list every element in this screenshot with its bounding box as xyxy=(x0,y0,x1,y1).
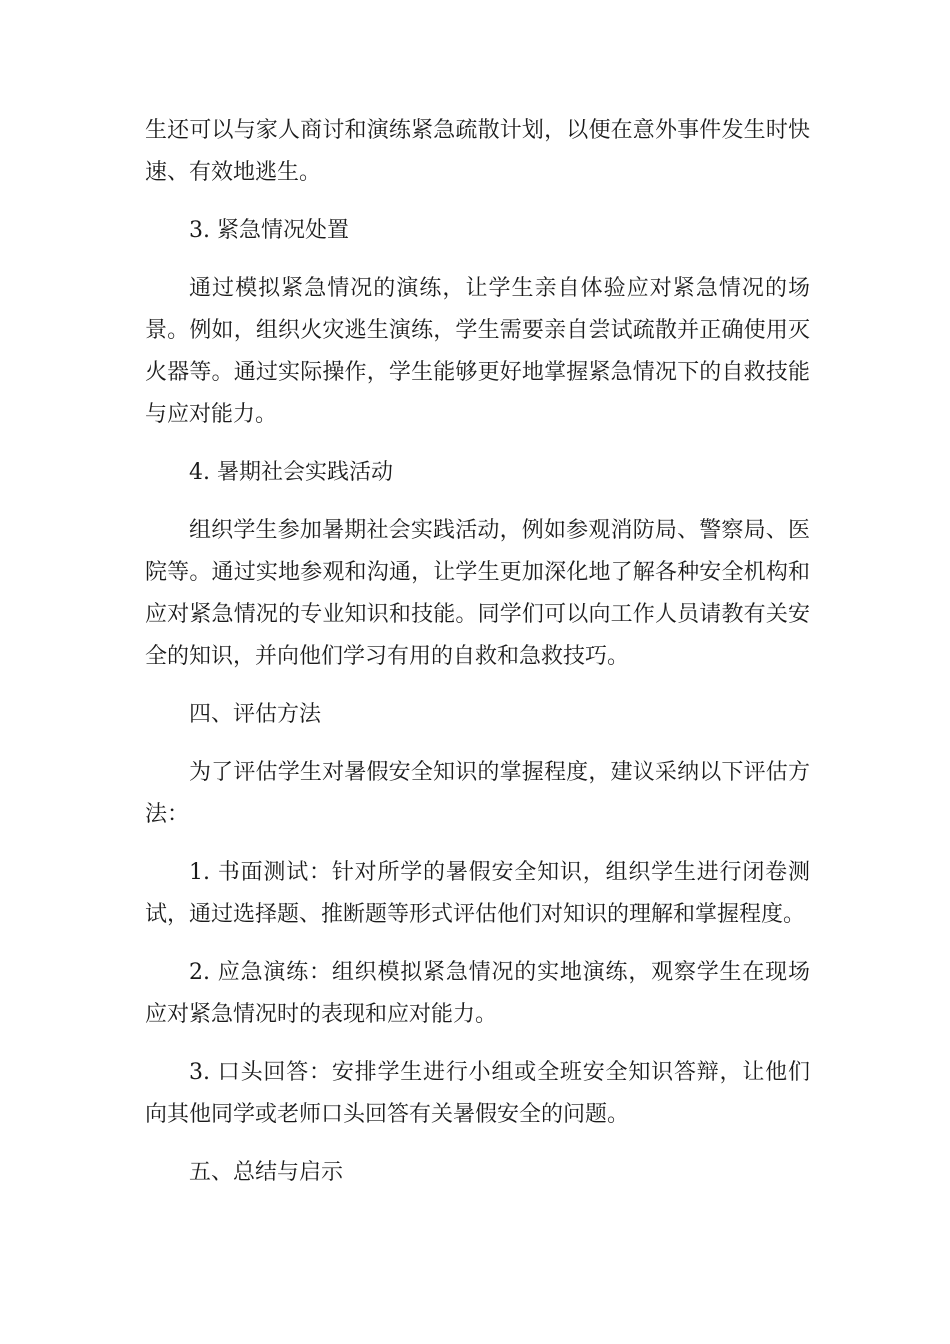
paragraph-emergency-exercise: 2. 应急演练：组织模拟紧急情况的实地演练，观察学生在现场应对紧急情况时的表现和应对能力。 xyxy=(145,960,810,1027)
paragraph-assessment-intro: 为了评估学生对暑假安全知识的掌握程度，建议采纳以下评估方法： xyxy=(145,760,810,827)
paragraph-oral-answer: 3. 口头回答：安排学生进行小组或全班安全知识答辩，让他们向其他同学或老师口头回答有关暑假安全的问题。 xyxy=(145,1060,810,1127)
heading-assessment-methods: 四、评估方法 xyxy=(189,702,322,727)
heading-summary: 五、总结与启示 xyxy=(189,1160,344,1185)
document-body xyxy=(145,110,810,1210)
heading-summer-practice: 4. 暑期社会实践活动 xyxy=(189,460,393,485)
paragraph-written-test: 1. 书面测试：针对所学的暑假安全知识，组织学生进行闭卷测试，通过选择题、推断题等形式评估他们对知识的理解和掌握程度。 xyxy=(145,860,810,927)
heading-emergency-handling: 3. 紧急情况处置 xyxy=(189,218,349,243)
paragraph-emergency-drill: 通过模拟紧急情况的演练，让学生亲自体验应对紧急情况的场景。例如，组织火灾逃生演练，学生需要亲自尝试疏散并正确使用灭火器等。通过实际操作，学生能够更好地掌握紧急情况下的自救技能与应对能力。 xyxy=(145,276,810,427)
paragraph-summer-practice: 组织学生参加暑期社会实践活动，例如参观消防局、警察局、医院等。通过实地参观和沟通，让学生更加深化地了解各种安全机构和应对紧急情况的专业知识和技能。同学们可以向工作人员请教有关安全的知识，并向他们学习有用的自救和急救技巧。 xyxy=(145,518,810,669)
paragraph-evacuation-continued: 生还可以与家人商讨和演练紧急疏散计划，以便在意外事件发生时快速、有效地逃生。 xyxy=(145,118,810,185)
